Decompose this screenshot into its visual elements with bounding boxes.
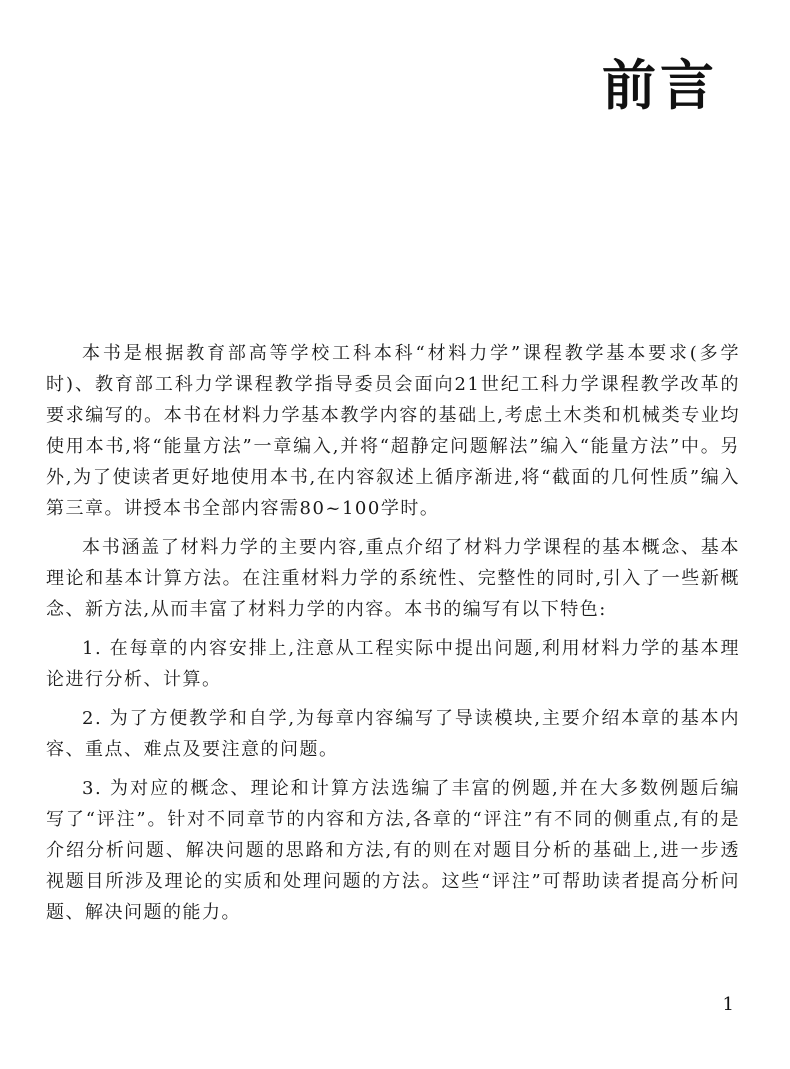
page-number: 1: [722, 994, 734, 1015]
paragraph: 本书涵盖了材料力学的主要内容,重点介绍了材料力学课程的基本概念、基本理论和基本计算方法。在注重材料力学的系统性、完整性的同时,引入了一些新概念、新方法,从而丰富了材料力学的内容。本书的编写有以下特色:: [46, 537, 740, 620]
list-item: 2. 为了方便教学和自学,为每章内容编写了导读模块,主要介绍本章的基本内容、重点、难点及要注意的问题。: [46, 708, 740, 760]
paragraph: 本书是根据教育部高等学校工科本科“材料力学”课程教学基本要求(多学时)、教育部工科力学课程教学指导委员会面向21世纪工科力学课程教学改革的要求编写的。本书在材料力学基本教学内容的基础上,考虑土木类和机械类专业均使用本书,将“能量方法”一章编入,并将“超静定问题解法”编入“能量方法”中。另外,为了使读者更好地使用本书,在内容叙述上循序渐进,将“截面的几何性质”编入第三章。讲授本书全部内容需80~100学时。: [46, 343, 740, 519]
list-item: 3. 为对应的概念、理论和计算方法选编了丰富的例题,并在大多数例题后编写了“评注”。针对不同章节的内容和方法,各章的“评注”有不同的侧重点,有的是介绍分析问题、解决问题的思路和方法,有的则在对题目分析的基础上,进一步透视题目所涉及理论的实质和处理问题的方法。这些“评注”可帮助读者提高分析问题、解决问题的能力。: [46, 778, 740, 923]
preface-body: [46, 338, 740, 936]
page-title: 前言: [602, 53, 718, 117]
list-item: 1. 在每章的内容安排上,注意从工程实际中提出问题,利用材料力学的基本理论进行分析、计算。: [46, 638, 740, 690]
